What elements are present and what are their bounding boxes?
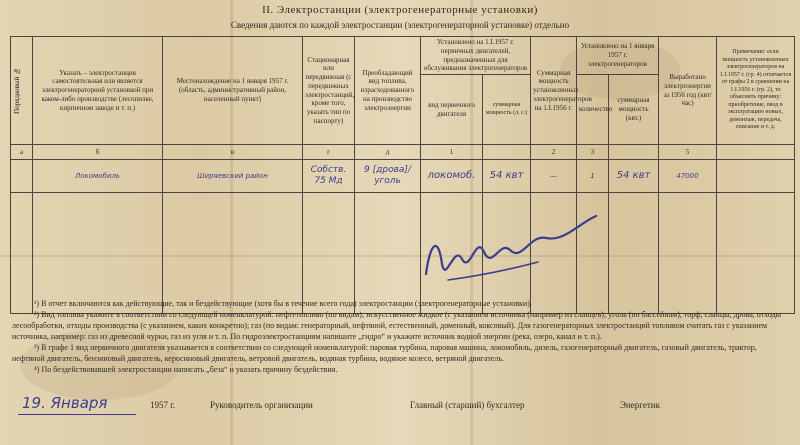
header-cell: Стационарная или передвижная (с передвижных электростанций, кроме того, указать тип по паспорту): [303, 37, 355, 145]
cell-note: [717, 160, 795, 193]
column-number: а: [11, 145, 33, 160]
footnote: ¹) В отчет включаются как действующие, так и бездействующие (хотя бы в течение всего года) электростанции (электрогенераторные установки).: [34, 299, 532, 308]
section-title: II. Электростанции (электрогенераторные установки): [262, 4, 538, 16]
table-row: [11, 160, 795, 193]
cell-engine-power: 54 квт: [483, 160, 531, 193]
cell-output-1956: 47000: [659, 160, 717, 193]
footnote: ²) Вид топлива укажите в соответствии со следующей номенклатурой: нефтетопливо (по видам); искусственное жидкое (с указанием источника (например из сланцев); уголь (по бассейнам), торф, сланцы, дрова, отходы лесообработки, отходы производства (с указанием, каких конкретно); газ (по видам: генераторный, нефтяной, естественный, доменный, коксовый). Для газогенераторных электростанций топливом считать газ с указанием источника, например: газ из древесной чурки, газ из угля и т. п. По гидроэлектростанциям напишите „гидро“ и укажите источник водной энергии (река, озеро, канал и т. п.).: [12, 310, 782, 342]
footnote: ³) В графе 1 вид первичного двигателя указывается в соответствии со следующей номенклатурой: паровая турбина, паровая машина, локомобиль, дизель, газогенераторный двигатель, газовый двигатель, трактор, нефтяной двигатель, бензиновый двигатель, керосиновый двигатель, ветровой двигатель, водяная турбина, водяное колесо, ветряной двигатель.: [12, 343, 757, 364]
cell-station-type: Локомобиль: [33, 160, 163, 193]
energetic-label: Энергетик: [620, 400, 660, 410]
cell-location: Ширяевский район: [163, 160, 303, 193]
column-number: б: [33, 145, 163, 160]
column-number: 2: [531, 145, 577, 160]
date-year: 1957 г.: [150, 400, 176, 410]
cell-gen-count: 1: [577, 160, 609, 193]
footnote: ⁴) По бездействовавшей электростанции написать „беза“ и указать причину бездействия.: [34, 365, 338, 375]
header-group-cell: Установлено на 1.I.1957 г. первичных двигателей, предназначенных для обслуживания электрогенераторов: [421, 37, 531, 75]
handwritten-date: 19. Января: [22, 394, 108, 412]
subheader-cell: суммарная мощность (квт.): [609, 75, 659, 145]
manager-label: Руководитель организации: [210, 400, 313, 410]
column-number: д: [355, 145, 421, 160]
header-cell: Выработано электроэнергии за 1956 год (квт/час): [659, 37, 717, 145]
accountant-label: Главный (старший) бухгалтер: [410, 400, 525, 410]
column-number: [609, 145, 659, 160]
date-underline: [18, 414, 136, 415]
header-cell: Преобладающий вид топлива, израсходованного на производство электроэнергии: [355, 37, 421, 145]
cell-engine-type: локомоб.: [421, 160, 483, 193]
cell-power-1956: —: [531, 160, 577, 193]
handwritten-signature: [418, 204, 618, 294]
column-number: [717, 145, 795, 160]
signature-block: [0, 394, 800, 430]
column-number: 5: [659, 145, 717, 160]
subheader-cell: суммарная мощность (л. с.): [483, 75, 531, 145]
cell-stationary: Собств. 75 Мд: [303, 160, 355, 193]
column-number: г: [303, 145, 355, 160]
table-row-empty: [11, 193, 795, 314]
cell-fuel: 9 [дрова]/ уголь: [355, 160, 421, 193]
subheader-cell: количество: [577, 75, 609, 145]
header-cell: Указать – электростанция самостоятельная или является электрогенераторной установкой при каком-либо производстве (лесопилке, кирпичном заводе и т. п.): [33, 37, 163, 145]
subheader-cell: вид первичного двигателя: [421, 75, 483, 145]
cell-number: [11, 160, 33, 193]
section-subtitle: Сведения даются по каждой электростанции (электрогенераторной установке) отдельно: [230, 20, 570, 30]
column-number: [483, 145, 531, 160]
header-cell: Местонахождение на 1 января 1957 г. (область, административный район, населенный пункт): [163, 37, 303, 145]
stations-table: [10, 36, 795, 314]
header-cell: Примечание: если мощность установленных электрогенераторов на 1.I.1957 г. (гр. 4) отличается от графы 2 в сравнении на 1.I.1956 г. (гр. 2), то объяснить причину: приобретение, ввод в эксплуатацию новых, демонтаж, передача, списание и т. д.: [717, 37, 795, 145]
header-cell: Порядковый №: [11, 37, 33, 145]
footnotes: [12, 298, 788, 375]
header-cell: Суммарная мощность установленных электрогенераторов на 1.I.1956 г.: [531, 37, 577, 145]
cell-gen-power: 54 квт: [609, 160, 659, 193]
column-number: в: [163, 145, 303, 160]
column-number: 3: [577, 145, 609, 160]
header-group-cell: Установлено на 1 января 1957 г. электрогенераторов: [577, 37, 659, 75]
column-number: 1: [421, 145, 483, 160]
